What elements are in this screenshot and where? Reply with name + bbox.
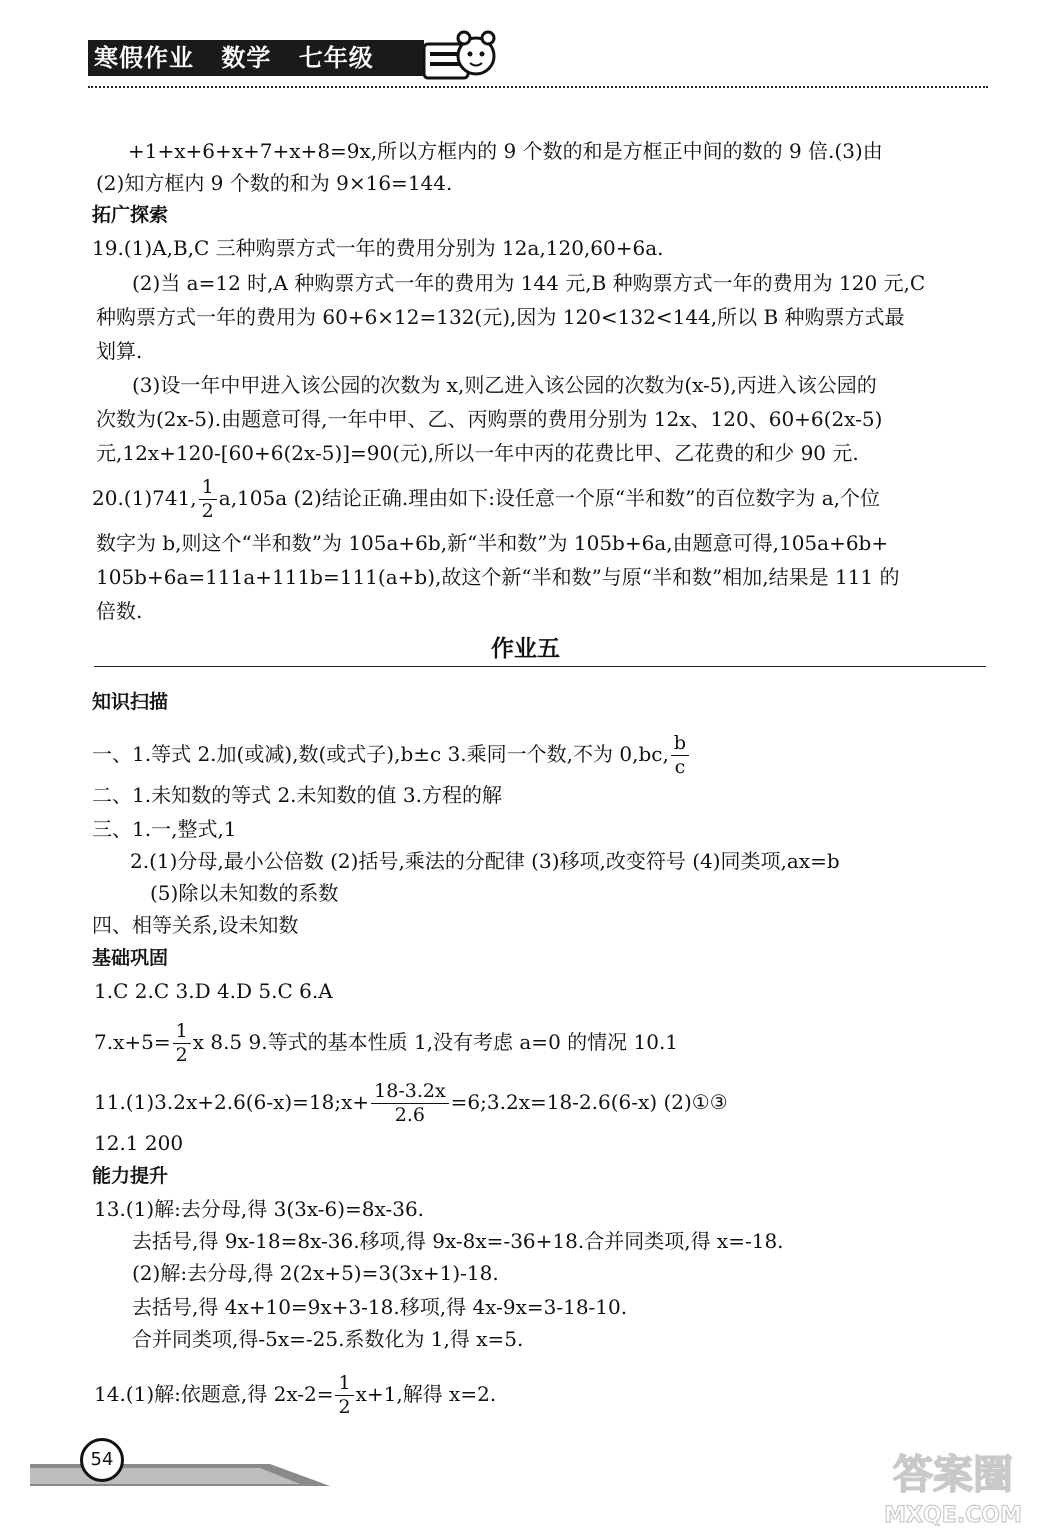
ability-13-line3: (2)解:去分母,得 2(2x+5)=3(3x+1)-18. bbox=[132, 1261, 499, 1285]
header-divider bbox=[88, 86, 988, 88]
header-title-grade: 七年级 bbox=[298, 44, 374, 72]
q19-part3-line2: 次数为(2x-5).由题意可得,一年中甲、乙、丙购票的费用分别为 12x、120、60+6(2x-5) bbox=[96, 407, 883, 431]
q19-part3-line1: (3)设一年中甲进入该公园的次数为 x,则乙进入该公园的次数为(x-5),丙进入该公园的 bbox=[132, 373, 877, 397]
basic-7-prefix: 7.x+5= bbox=[94, 1030, 171, 1054]
ability-14-suffix: x+1,解得 x=2. bbox=[355, 1382, 497, 1406]
page-number: 54 bbox=[80, 1438, 124, 1482]
ability-14-line1 bbox=[94, 1374, 496, 1417]
watermark-logo bbox=[868, 1444, 1038, 1530]
header-title-subject: 数学 bbox=[221, 44, 272, 72]
knowledge-line-2: 二、1.未知数的等式 2.未知数的值 3.方程的解 bbox=[92, 783, 502, 807]
heading-ability: 能力提升 bbox=[92, 1165, 169, 1187]
q19-part2-line1: (2)当 a=12 时,A 种购票方式一年的费用为 144 元,B 种购票方式一年的费用为 120 元,C bbox=[132, 271, 926, 295]
basic-answers-1-6: 1.C 2.C 3.D 4.D 5.C 6.A bbox=[94, 979, 333, 1003]
q20-line1 bbox=[92, 478, 880, 521]
q19-part2-line3: 划算. bbox=[96, 339, 143, 363]
knowledge-line-5: (5)除以未知数的系数 bbox=[150, 881, 339, 905]
ability-13-line4: 去括号,得 4x+10=9x+3-18.移项,得 4x-9x=3-18-10. bbox=[132, 1295, 628, 1319]
ability-14-prefix: 14.(1)解:依题意,得 2x-2= bbox=[94, 1382, 334, 1406]
section-rule bbox=[94, 666, 986, 667]
q20-line4: 倍数. bbox=[96, 599, 143, 623]
knowledge-line-3: 三、1.一,整式,1 bbox=[92, 817, 237, 841]
header-title-bar bbox=[88, 40, 424, 76]
q20-line3: 105b+6a=111a+111b=111(a+b),故这个新“半和数”与原“半和数”相加,结果是 111 的 bbox=[96, 565, 900, 589]
heading-extension: 拓广探索 bbox=[92, 204, 169, 226]
section-title: 作业五 bbox=[491, 636, 560, 662]
footer-decorative-band bbox=[30, 1454, 330, 1486]
ability-13-line5: 合并同类项,得-5x=-25.系数化为 1,得 x=5. bbox=[132, 1327, 524, 1351]
fraction-b-over-c: $\frac{b}{c}$ bbox=[671, 734, 689, 777]
fraction-one-half: $\frac{1}{2}$ bbox=[173, 1022, 191, 1065]
basic-answers-7-10 bbox=[94, 1022, 678, 1065]
q19-part2-line2: 种购票方式一年的费用为 60+6×12=132(元),因为 120<132<144,所以 B 种购票方式最 bbox=[96, 305, 905, 329]
basic-11-prefix: 11.(1)3.2x+2.6(6-x)=18;x+ bbox=[94, 1090, 370, 1114]
knowledge-line-4: 2.(1)分母,最小公倍数 (2)括号,乘法的分配律 (3)移项,改变符号 (4)同类项,ax=b bbox=[130, 849, 840, 873]
q20-line2: 数字为 b,则这个“半和数”为 105a+6b,新“半和数”为 105b+6a,由题意可得,105a+6b+ bbox=[96, 531, 889, 555]
heading-basic: 基础巩固 bbox=[92, 947, 169, 969]
knowledge-line-1 bbox=[92, 734, 691, 777]
ability-13-line2: 去括号,得 9x-18=8x-36.移项,得 9x-8x=-36+18.合并同类项,得 x=-18. bbox=[132, 1229, 784, 1253]
fraction-one-half: $\frac{1}{2}$ bbox=[335, 1374, 353, 1417]
fraction-one-half: $\frac{1}{2}$ bbox=[199, 478, 217, 521]
watermark-text-top: 答案圈 bbox=[893, 1452, 1013, 1498]
knowledge-line-6: 四、相等关系,设未知数 bbox=[92, 913, 299, 937]
q20-suffix: a,105a (2)结论正确.理由如下:设任意一个原“半和数”的百位数字为 a,个位 bbox=[218, 486, 881, 510]
heading-knowledge: 知识扫描 bbox=[92, 691, 169, 713]
header-title-book: 寒假作业 bbox=[94, 44, 194, 72]
q20-prefix: 20.(1)741, bbox=[92, 486, 197, 510]
ability-13-line1: 13.(1)解:去分母,得 3(3x-6)=8x-36. bbox=[94, 1197, 425, 1221]
fraction-expression: $\frac{18-3.2x}{2.6}$ bbox=[371, 1082, 449, 1125]
knowledge-line-1-text: 一、1.等式 2.加(或减),数(或式子),b±c 3.乘同一个数,不为 0,bc, bbox=[92, 742, 669, 766]
watermark-text-bottom: MXQE.COM bbox=[884, 1503, 1022, 1528]
q19-part3-line3: 元,12x+120-[60+6(2x-5)]=90(元),所以一年中丙的花费比甲、乙花费的和少 90 元. bbox=[96, 441, 859, 465]
q19-part1: 19.(1)A,B,C 三种购票方式一年的费用分别为 12a,120,60+6a. bbox=[92, 236, 664, 260]
prev-line-1: +1+x+6+x+7+x+8=9x,所以方框内的 9 个数的和是方框正中间的数的 9 倍.(3)由 bbox=[128, 139, 883, 163]
basic-answer-11 bbox=[94, 1082, 728, 1125]
basic-7-suffix: x 8.5 9.等式的基本性质 1,没有考虑 a=0 的情况 10.1 bbox=[192, 1030, 679, 1054]
mascot-icon bbox=[420, 24, 500, 88]
basic-answer-12: 12.1 200 bbox=[94, 1131, 184, 1155]
basic-11-suffix: =6;3.2x=18-2.6(6-x) (2)①③ bbox=[450, 1090, 728, 1114]
prev-line-2: (2)知方框内 9 个数的和为 9×16=144. bbox=[96, 171, 453, 195]
